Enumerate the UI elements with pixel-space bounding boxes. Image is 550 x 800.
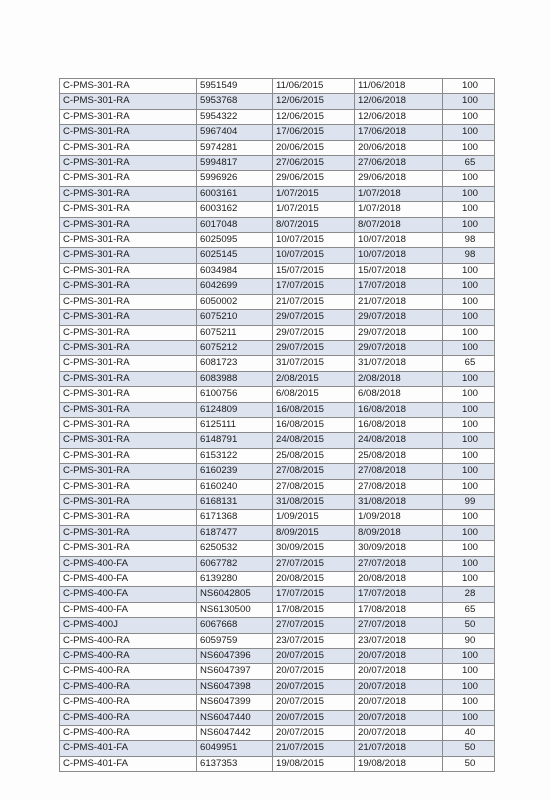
part-number-cell: C-PMS-301-RA [60, 433, 197, 448]
part-number-cell: C-PMS-301-RA [60, 325, 197, 340]
quantity-cell: 50 [443, 618, 495, 633]
part-number-cell: C-PMS-301-RA [60, 340, 197, 355]
expiry-date-cell: 21/07/2018 [355, 741, 443, 756]
expiry-date-cell: 12/06/2018 [355, 109, 443, 124]
serial-number-cell: 6168131 [197, 494, 273, 509]
expiry-date-cell: 17/08/2018 [355, 602, 443, 617]
serial-number-cell: 6171368 [197, 510, 273, 525]
start-date-cell: 11/06/2015 [273, 79, 355, 94]
quantity-cell: 100 [443, 125, 495, 140]
serial-number-cell: NS6130500 [197, 602, 273, 617]
part-number-cell: C-PMS-301-RA [60, 356, 197, 371]
start-date-cell: 17/07/2015 [273, 279, 355, 294]
part-number-cell: C-PMS-301-RA [60, 448, 197, 463]
start-date-cell: 21/07/2015 [273, 741, 355, 756]
serial-number-cell: 6003161 [197, 186, 273, 201]
table-row [60, 587, 495, 602]
table-row [60, 94, 495, 109]
start-date-cell: 29/07/2015 [273, 310, 355, 325]
expiry-date-cell: 10/07/2018 [355, 233, 443, 248]
start-date-cell: 20/07/2015 [273, 664, 355, 679]
serial-number-cell: 6125111 [197, 417, 273, 432]
part-number-cell: C-PMS-301-RA [60, 294, 197, 309]
start-date-cell: 17/07/2015 [273, 587, 355, 602]
serial-number-cell: 6067668 [197, 618, 273, 633]
part-number-cell: C-PMS-301-RA [60, 156, 197, 171]
serial-number-cell: 5951549 [197, 79, 273, 94]
part-number-cell: C-PMS-301-RA [60, 479, 197, 494]
serial-number-cell: 6075210 [197, 310, 273, 325]
table-body [60, 79, 495, 772]
serial-number-cell: 6100756 [197, 387, 273, 402]
table-row [60, 402, 495, 417]
expiry-date-cell: 20/08/2018 [355, 572, 443, 587]
start-date-cell: 20/07/2015 [273, 649, 355, 664]
part-number-cell: C-PMS-400-RA [60, 679, 197, 694]
expiry-date-cell: 23/07/2018 [355, 633, 443, 648]
start-date-cell: 30/09/2015 [273, 541, 355, 556]
part-number-cell: C-PMS-401-FA [60, 756, 197, 771]
part-number-cell: C-PMS-400-RA [60, 664, 197, 679]
table-row [60, 633, 495, 648]
start-date-cell: 1/07/2015 [273, 202, 355, 217]
start-date-cell: 12/06/2015 [273, 94, 355, 109]
serial-number-cell: 6081723 [197, 356, 273, 371]
quantity-cell: 100 [443, 171, 495, 186]
table-row [60, 79, 495, 94]
quantity-cell: 100 [443, 310, 495, 325]
start-date-cell: 17/08/2015 [273, 602, 355, 617]
serial-number-cell: 6139280 [197, 572, 273, 587]
part-number-cell: C-PMS-400-FA [60, 572, 197, 587]
table-row [60, 479, 495, 494]
quantity-cell: 100 [443, 94, 495, 109]
part-number-cell: C-PMS-400-RA [60, 710, 197, 725]
part-number-cell: C-PMS-301-RA [60, 525, 197, 540]
quantity-cell: 100 [443, 263, 495, 278]
expiry-date-cell: 16/08/2018 [355, 402, 443, 417]
quantity-cell: 65 [443, 356, 495, 371]
part-number-cell: C-PMS-301-RA [60, 263, 197, 278]
serial-number-cell: 6160239 [197, 464, 273, 479]
serial-number-cell: 6153122 [197, 448, 273, 463]
quantity-cell: 65 [443, 156, 495, 171]
table-row [60, 541, 495, 556]
part-number-cell: C-PMS-301-RA [60, 125, 197, 140]
part-number-cell: C-PMS-301-RA [60, 510, 197, 525]
quantity-cell: 40 [443, 726, 495, 741]
quantity-cell: 100 [443, 572, 495, 587]
serial-number-cell: 5967404 [197, 125, 273, 140]
start-date-cell: 20/06/2015 [273, 140, 355, 155]
start-date-cell: 27/08/2015 [273, 464, 355, 479]
serial-number-cell: 6049951 [197, 741, 273, 756]
expiry-date-cell: 29/07/2018 [355, 325, 443, 340]
table-row [60, 325, 495, 340]
quantity-cell: 50 [443, 741, 495, 756]
part-number-cell: C-PMS-400-FA [60, 602, 197, 617]
expiry-date-cell: 8/07/2018 [355, 217, 443, 232]
start-date-cell: 20/08/2015 [273, 572, 355, 587]
quantity-cell: 90 [443, 633, 495, 648]
part-number-cell: C-PMS-301-RA [60, 248, 197, 263]
quantity-cell: 100 [443, 664, 495, 679]
expiry-date-cell: 20/07/2018 [355, 679, 443, 694]
start-date-cell: 29/06/2015 [273, 171, 355, 186]
expiry-date-cell: 29/06/2018 [355, 171, 443, 186]
expiry-date-cell: 29/07/2018 [355, 310, 443, 325]
expiry-date-cell: 16/08/2018 [355, 417, 443, 432]
serial-number-cell: NS6042805 [197, 587, 273, 602]
expiry-date-cell: 25/08/2018 [355, 448, 443, 463]
expiry-date-cell: 27/06/2018 [355, 156, 443, 171]
quantity-cell: 100 [443, 340, 495, 355]
table-row [60, 602, 495, 617]
quantity-cell: 98 [443, 233, 495, 248]
table-row [60, 726, 495, 741]
start-date-cell: 1/07/2015 [273, 186, 355, 201]
quantity-cell: 100 [443, 279, 495, 294]
serial-number-cell: NS6047399 [197, 695, 273, 710]
quantity-cell: 100 [443, 679, 495, 694]
expiry-date-cell: 29/07/2018 [355, 340, 443, 355]
part-number-cell: C-PMS-301-RA [60, 217, 197, 232]
start-date-cell: 15/07/2015 [273, 263, 355, 278]
part-number-cell: C-PMS-301-RA [60, 186, 197, 201]
start-date-cell: 8/09/2015 [273, 525, 355, 540]
start-date-cell: 29/07/2015 [273, 340, 355, 355]
serial-number-cell: 6059759 [197, 633, 273, 648]
table-row [60, 572, 495, 587]
part-number-cell: C-PMS-400J [60, 618, 197, 633]
table-row [60, 202, 495, 217]
expiry-date-cell: 21/07/2018 [355, 294, 443, 309]
quantity-cell: 100 [443, 510, 495, 525]
start-date-cell: 27/07/2015 [273, 556, 355, 571]
serial-number-cell: NS6047398 [197, 679, 273, 694]
serial-number-cell: 5954322 [197, 109, 273, 124]
start-date-cell: 29/07/2015 [273, 325, 355, 340]
expiry-date-cell: 24/08/2018 [355, 433, 443, 448]
serial-number-cell: 6017048 [197, 217, 273, 232]
start-date-cell: 31/07/2015 [273, 356, 355, 371]
serial-number-cell: 6124809 [197, 402, 273, 417]
expiry-date-cell: 1/07/2018 [355, 202, 443, 217]
start-date-cell: 2/08/2015 [273, 371, 355, 386]
table-row [60, 186, 495, 201]
serial-number-cell: 6083988 [197, 371, 273, 386]
part-number-cell: C-PMS-301-RA [60, 371, 197, 386]
part-number-cell: C-PMS-400-RA [60, 726, 197, 741]
part-number-cell: C-PMS-301-RA [60, 494, 197, 509]
part-number-cell: C-PMS-301-RA [60, 79, 197, 94]
table-row [60, 448, 495, 463]
quantity-cell: 100 [443, 79, 495, 94]
quantity-cell: 28 [443, 587, 495, 602]
part-number-cell: C-PMS-301-RA [60, 310, 197, 325]
serial-number-cell: 6250532 [197, 541, 273, 556]
table-row [60, 741, 495, 756]
start-date-cell: 19/08/2015 [273, 756, 355, 771]
serial-number-cell: 6075212 [197, 340, 273, 355]
table-row [60, 356, 495, 371]
expiry-date-cell: 27/07/2018 [355, 618, 443, 633]
serial-number-cell: NS6047397 [197, 664, 273, 679]
serial-number-cell: 5953768 [197, 94, 273, 109]
serial-number-cell: NS6047442 [197, 726, 273, 741]
part-number-cell: C-PMS-301-RA [60, 94, 197, 109]
quantity-cell: 100 [443, 109, 495, 124]
table-row [60, 433, 495, 448]
serial-number-cell: 6034984 [197, 263, 273, 278]
part-number-cell: C-PMS-301-RA [60, 109, 197, 124]
table-row [60, 294, 495, 309]
quantity-cell: 100 [443, 186, 495, 201]
expiry-date-cell: 20/07/2018 [355, 649, 443, 664]
serial-number-cell: 5996926 [197, 171, 273, 186]
table-row [60, 217, 495, 232]
table-row [60, 494, 495, 509]
serial-number-cell: 6003162 [197, 202, 273, 217]
expiry-date-cell: 27/08/2018 [355, 479, 443, 494]
start-date-cell: 1/09/2015 [273, 510, 355, 525]
table-row [60, 125, 495, 140]
expiry-date-cell: 6/08/2018 [355, 387, 443, 402]
part-number-cell: C-PMS-400-RA [60, 633, 197, 648]
quantity-cell: 100 [443, 464, 495, 479]
expiry-date-cell: 30/09/2018 [355, 541, 443, 556]
quantity-cell: 100 [443, 325, 495, 340]
table-row [60, 618, 495, 633]
quantity-cell: 100 [443, 479, 495, 494]
quantity-cell: 100 [443, 433, 495, 448]
serial-number-cell: NS6047440 [197, 710, 273, 725]
expiry-date-cell: 20/06/2018 [355, 140, 443, 155]
expiry-date-cell: 20/07/2018 [355, 726, 443, 741]
start-date-cell: 20/07/2015 [273, 710, 355, 725]
serial-number-cell: 6160240 [197, 479, 273, 494]
table-row [60, 664, 495, 679]
part-number-cell: C-PMS-400-FA [60, 587, 197, 602]
start-date-cell: 16/08/2015 [273, 402, 355, 417]
quantity-cell: 100 [443, 387, 495, 402]
table-row [60, 710, 495, 725]
table-row [60, 756, 495, 771]
table-row [60, 248, 495, 263]
quantity-cell: 99 [443, 494, 495, 509]
part-number-cell: C-PMS-301-RA [60, 417, 197, 432]
start-date-cell: 8/07/2015 [273, 217, 355, 232]
start-date-cell: 16/08/2015 [273, 417, 355, 432]
serial-number-cell: 6025145 [197, 248, 273, 263]
serial-number-cell: NS6047396 [197, 649, 273, 664]
serial-number-cell: 6067782 [197, 556, 273, 571]
table-row [60, 649, 495, 664]
start-date-cell: 12/06/2015 [273, 109, 355, 124]
serial-number-cell: 6148791 [197, 433, 273, 448]
serial-number-cell: 6042699 [197, 279, 273, 294]
expiry-date-cell: 1/09/2018 [355, 510, 443, 525]
data-table [59, 78, 495, 772]
start-date-cell: 20/07/2015 [273, 679, 355, 694]
part-number-cell: C-PMS-400-RA [60, 649, 197, 664]
expiry-date-cell: 20/07/2018 [355, 710, 443, 725]
quantity-cell: 100 [443, 294, 495, 309]
quantity-cell: 100 [443, 402, 495, 417]
quantity-cell: 100 [443, 525, 495, 540]
serial-number-cell: 6025095 [197, 233, 273, 248]
start-date-cell: 21/07/2015 [273, 294, 355, 309]
quantity-cell: 98 [443, 248, 495, 263]
table-row [60, 679, 495, 694]
table-row [60, 310, 495, 325]
table-row [60, 387, 495, 402]
part-number-cell: C-PMS-400-RA [60, 695, 197, 710]
table-row [60, 556, 495, 571]
quantity-cell: 100 [443, 202, 495, 217]
expiry-date-cell: 1/07/2018 [355, 186, 443, 201]
expiry-date-cell: 12/06/2018 [355, 94, 443, 109]
serial-number-cell: 5994817 [197, 156, 273, 171]
start-date-cell: 27/08/2015 [273, 479, 355, 494]
serial-number-cell: 5974281 [197, 140, 273, 155]
part-number-cell: C-PMS-301-RA [60, 541, 197, 556]
expiry-date-cell: 17/06/2018 [355, 125, 443, 140]
start-date-cell: 20/07/2015 [273, 726, 355, 741]
quantity-cell: 100 [443, 140, 495, 155]
expiry-date-cell: 31/07/2018 [355, 356, 443, 371]
expiry-date-cell: 8/09/2018 [355, 525, 443, 540]
start-date-cell: 6/08/2015 [273, 387, 355, 402]
expiry-date-cell: 19/08/2018 [355, 756, 443, 771]
start-date-cell: 10/07/2015 [273, 233, 355, 248]
table-row [60, 340, 495, 355]
quantity-cell: 100 [443, 695, 495, 710]
table-row [60, 233, 495, 248]
serial-number-cell: 6137353 [197, 756, 273, 771]
start-date-cell: 27/06/2015 [273, 156, 355, 171]
table-row [60, 263, 495, 278]
expiry-date-cell: 31/08/2018 [355, 494, 443, 509]
table-row [60, 510, 495, 525]
table-row [60, 417, 495, 432]
part-number-cell: C-PMS-301-RA [60, 402, 197, 417]
part-number-cell: C-PMS-301-RA [60, 202, 197, 217]
part-number-cell: C-PMS-301-RA [60, 464, 197, 479]
start-date-cell: 25/08/2015 [273, 448, 355, 463]
part-number-cell: C-PMS-301-RA [60, 387, 197, 402]
start-date-cell: 24/08/2015 [273, 433, 355, 448]
serial-number-cell: 6050002 [197, 294, 273, 309]
quantity-cell: 100 [443, 217, 495, 232]
table-row [60, 109, 495, 124]
quantity-cell: 65 [443, 602, 495, 617]
part-number-cell: C-PMS-301-RA [60, 279, 197, 294]
table-row [60, 371, 495, 386]
table-row [60, 171, 495, 186]
expiry-date-cell: 2/08/2018 [355, 371, 443, 386]
quantity-cell: 100 [443, 541, 495, 556]
quantity-cell: 50 [443, 756, 495, 771]
quantity-cell: 100 [443, 710, 495, 725]
expiry-date-cell: 11/06/2018 [355, 79, 443, 94]
expiry-date-cell: 27/07/2018 [355, 556, 443, 571]
quantity-cell: 100 [443, 556, 495, 571]
quantity-cell: 100 [443, 417, 495, 432]
table-row [60, 695, 495, 710]
serial-number-cell: 6187477 [197, 525, 273, 540]
expiry-date-cell: 20/07/2018 [355, 695, 443, 710]
start-date-cell: 23/07/2015 [273, 633, 355, 648]
start-date-cell: 17/06/2015 [273, 125, 355, 140]
start-date-cell: 20/07/2015 [273, 695, 355, 710]
part-number-cell: C-PMS-401-FA [60, 741, 197, 756]
serial-number-cell: 6075211 [197, 325, 273, 340]
table-row [60, 279, 495, 294]
expiry-date-cell: 17/07/2018 [355, 587, 443, 602]
expiry-date-cell: 17/07/2018 [355, 279, 443, 294]
expiry-date-cell: 10/07/2018 [355, 248, 443, 263]
table-row [60, 156, 495, 171]
table-row [60, 140, 495, 155]
quantity-cell: 100 [443, 371, 495, 386]
part-number-cell: C-PMS-301-RA [60, 140, 197, 155]
expiry-date-cell: 20/07/2018 [355, 664, 443, 679]
start-date-cell: 10/07/2015 [273, 248, 355, 263]
part-number-cell: C-PMS-301-RA [60, 233, 197, 248]
quantity-cell: 100 [443, 649, 495, 664]
start-date-cell: 31/08/2015 [273, 494, 355, 509]
quantity-cell: 100 [443, 448, 495, 463]
start-date-cell: 27/07/2015 [273, 618, 355, 633]
expiry-date-cell: 27/08/2018 [355, 464, 443, 479]
table-row [60, 525, 495, 540]
expiry-date-cell: 15/07/2018 [355, 263, 443, 278]
table-row [60, 464, 495, 479]
part-number-cell: C-PMS-400-FA [60, 556, 197, 571]
part-number-cell: C-PMS-301-RA [60, 171, 197, 186]
